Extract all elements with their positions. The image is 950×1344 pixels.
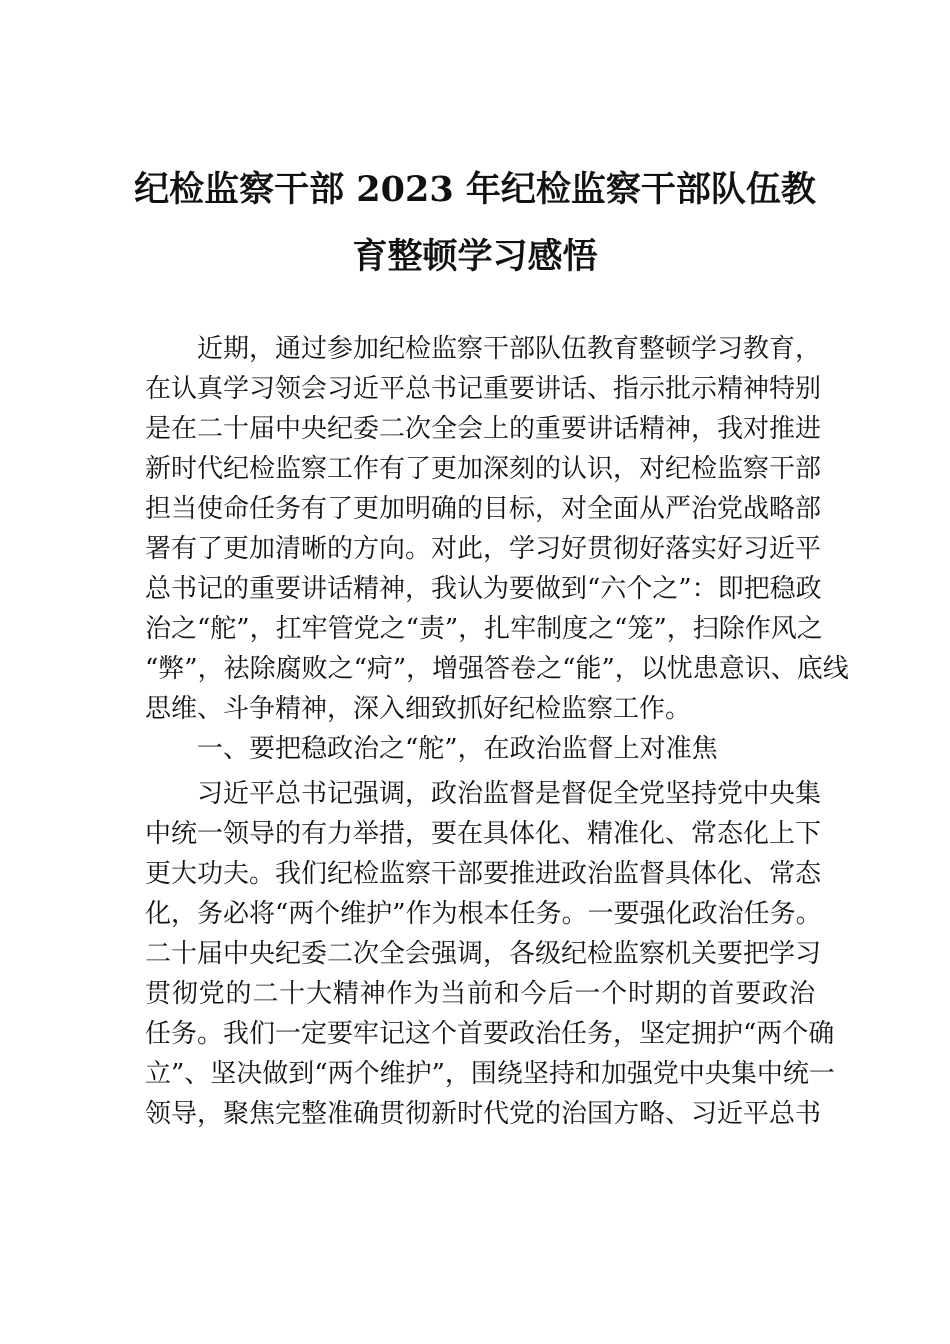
paragraph-line: 担当使命任务有了更加明确的目标，对全面从严治党战略部 xyxy=(145,494,822,524)
document-title-line-1: 纪检监察干部 2023 年纪检监察干部队伍教 xyxy=(134,169,816,210)
paragraph-line: 立”、坚决做到“两个维护”，围绕坚持和加强党中央集中统一 xyxy=(145,1059,835,1089)
document-title-line-2: 育整顿学习感悟 xyxy=(352,236,598,277)
paragraph-line: 署有了更加清晰的方向。对此，学习好贯彻好落实好习近平 xyxy=(145,534,822,564)
paragraph-line: “弊”，祛除腐败之“疴”，增强答卷之“能”，以忧患意识、底线 xyxy=(145,654,849,684)
paragraph-line: 思维、斗争精神，深入细致抓好纪检监察工作。 xyxy=(145,694,692,724)
paragraph-line: 二十届中央纪委二次全会强调，各级纪检监察机关要把学习 xyxy=(145,939,822,969)
paragraph-line: 习近平总书记强调，政治监督是督促全党坚持党中央集 xyxy=(197,779,822,809)
paragraph-line: 近期，通过参加纪检监察干部队伍教育整顿学习教育， xyxy=(197,334,822,364)
paragraph-line: 在认真学习领会习近平总书记重要讲话、指示批示精神特别 xyxy=(145,374,822,404)
paragraph-line: 领导，聚焦完整准确贯彻新时代党的治国方略、习近平总书 xyxy=(145,1099,822,1129)
paragraph-line: 治之“舵”，扛牢管党之“责”，扎牢制度之“笼”，扫除作风之 xyxy=(145,614,823,644)
paragraph-line: 中统一领导的有力举措，要在具体化、精准化、常态化上下 xyxy=(145,819,822,849)
section-heading: 一、要把稳政治之“舵”，在政治监督上对准焦 xyxy=(197,734,718,764)
paragraph-line: 是在二十届中央纪委二次全会上的重要讲话精神，我对推进 xyxy=(145,414,822,444)
paragraph-line: 更大功夫。我们纪检监察干部要推进政治监督具体化、常态 xyxy=(145,859,822,889)
paragraph-line: 总书记的重要讲话精神，我认为要做到“六个之”：即把稳政 xyxy=(145,574,822,604)
paragraph-line: 任务。我们一定要牢记这个首要政治任务，坚定拥护“两个确 xyxy=(145,1019,835,1049)
paragraph-line: 贯彻党的二十大精神作为当前和今后一个时期的首要政治 xyxy=(145,979,815,1009)
paragraph-line: 新时代纪检监察工作有了更加深刻的认识，对纪检监察干部 xyxy=(145,454,822,484)
paragraph-line: 化，务必将“两个维护”作为根本任务。一要强化政治任务。 xyxy=(145,899,822,929)
